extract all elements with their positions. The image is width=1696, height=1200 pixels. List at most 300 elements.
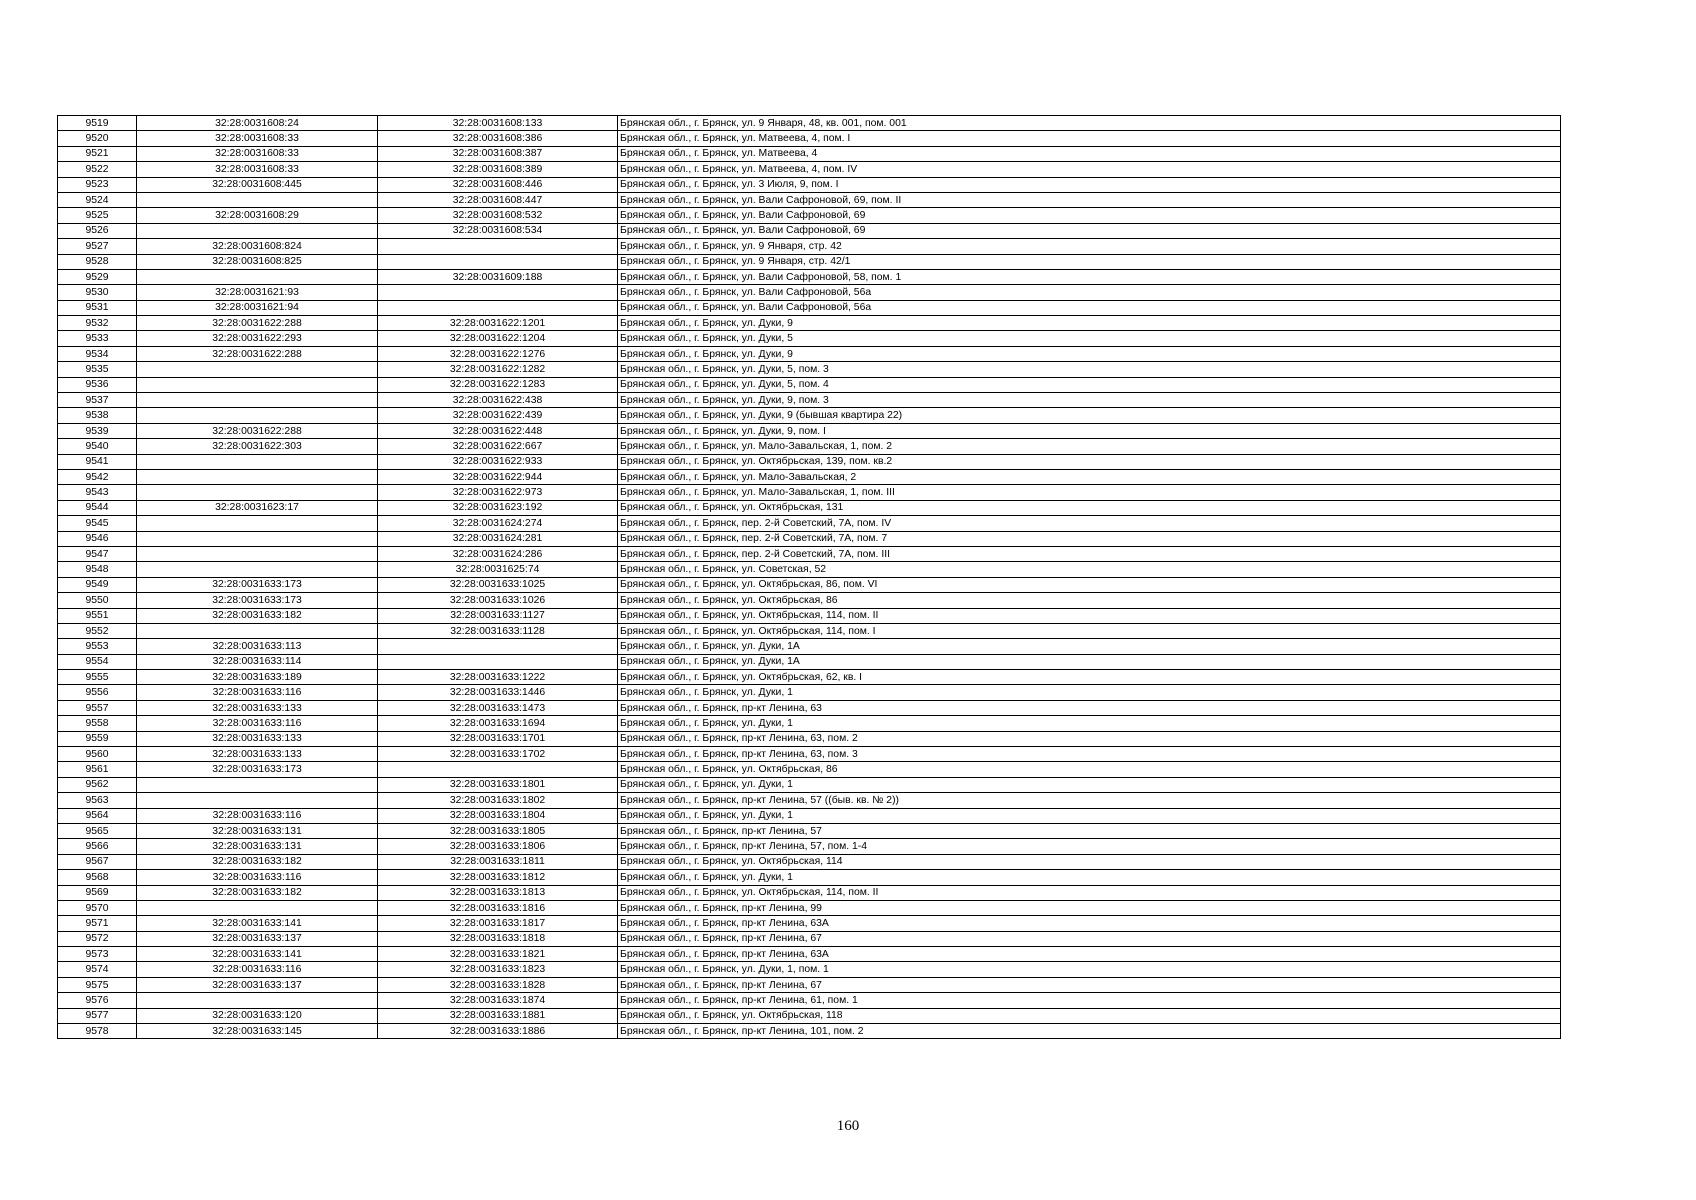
address-cell: Брянская обл., г. Брянск, ул. Октябрьская, 86 (618, 762, 1561, 777)
table-row (58, 131, 1561, 146)
parcel-cadastral-number-cell: 32:28:0031608:824 (137, 239, 378, 254)
address-cell: Брянская обл., г. Брянск, ул. Дуки, 1, пом. 1 (618, 962, 1561, 977)
table-row (58, 331, 1561, 346)
parcel-cadastral-number-cell: 32:28:0031622:293 (137, 331, 378, 346)
row-number-cell: 9556 (58, 685, 137, 700)
parcel-cadastral-number-cell (137, 393, 378, 408)
table-row (58, 593, 1561, 608)
address-cell: Брянская обл., г. Брянск, пр-кт Ленина, 67 (618, 931, 1561, 946)
object-cadastral-number-cell: 32:28:0031633:1694 (378, 716, 618, 731)
parcel-cadastral-number-cell: 32:28:0031633:120 (137, 1008, 378, 1023)
table-row (58, 608, 1561, 623)
row-number-cell: 9545 (58, 516, 137, 531)
table-row (58, 777, 1561, 792)
registry-table-body (58, 116, 1561, 1039)
parcel-cadastral-number-cell: 32:28:0031633:182 (137, 608, 378, 623)
parcel-cadastral-number-cell: 32:28:0031633:116 (137, 808, 378, 823)
address-cell: Брянская обл., г. Брянск, ул. Советская, 52 (618, 562, 1561, 577)
parcel-cadastral-number-cell: 32:28:0031621:94 (137, 300, 378, 315)
table-row (58, 793, 1561, 808)
row-number-cell: 9540 (58, 439, 137, 454)
table-row (58, 900, 1561, 915)
row-number-cell: 9520 (58, 131, 137, 146)
object-cadastral-number-cell: 32:28:0031633:1817 (378, 916, 618, 931)
table-row (58, 947, 1561, 962)
parcel-cadastral-number-cell: 32:28:0031622:288 (137, 423, 378, 438)
parcel-cadastral-number-cell: 32:28:0031622:288 (137, 346, 378, 361)
parcel-cadastral-number-cell (137, 192, 378, 207)
object-cadastral-number-cell: 32:28:0031624:274 (378, 516, 618, 531)
address-cell: Брянская обл., г. Брянск, ул. Матвеева, 4, пом. I (618, 131, 1561, 146)
address-cell: Брянская обл., г. Брянск, ул. Дуки, 5, пом. 3 (618, 362, 1561, 377)
object-cadastral-number-cell: 32:28:0031633:1222 (378, 670, 618, 685)
row-number-cell: 9552 (58, 623, 137, 638)
row-number-cell: 9564 (58, 808, 137, 823)
parcel-cadastral-number-cell: 32:28:0031633:173 (137, 577, 378, 592)
table-row (58, 469, 1561, 484)
address-cell: Брянская обл., г. Брянск, ул. Мало-Завальская, 1, пом. 2 (618, 439, 1561, 454)
object-cadastral-number-cell: 32:28:0031622:1201 (378, 316, 618, 331)
object-cadastral-number-cell: 32:28:0031633:1828 (378, 977, 618, 992)
table-row (58, 993, 1561, 1008)
table-row (58, 192, 1561, 207)
parcel-cadastral-number-cell: 32:28:0031633:182 (137, 885, 378, 900)
row-number-cell: 9557 (58, 700, 137, 715)
row-number-cell: 9576 (58, 993, 137, 1008)
row-number-cell: 9553 (58, 639, 137, 654)
row-number-cell: 9574 (58, 962, 137, 977)
address-cell: Брянская обл., г. Брянск, пр-кт Ленина, 57 ((быв. кв. № 2)) (618, 793, 1561, 808)
address-cell: Брянская обл., г. Брянск, ул. Вали Сафроновой, 69 (618, 223, 1561, 238)
table-row (58, 239, 1561, 254)
row-number-cell: 9541 (58, 454, 137, 469)
address-cell: Брянская обл., г. Брянск, ул. Матвеева, 4 (618, 146, 1561, 161)
table-row (58, 439, 1561, 454)
row-number-cell: 9575 (58, 977, 137, 992)
row-number-cell: 9521 (58, 146, 137, 161)
parcel-cadastral-number-cell: 32:28:0031633:116 (137, 716, 378, 731)
row-number-cell: 9533 (58, 331, 137, 346)
row-number-cell: 9536 (58, 377, 137, 392)
table-row (58, 977, 1561, 992)
registry-table (57, 115, 1561, 1039)
object-cadastral-number-cell (378, 254, 618, 269)
row-number-cell: 9519 (58, 116, 137, 131)
row-number-cell: 9565 (58, 823, 137, 838)
parcel-cadastral-number-cell: 32:28:0031633:131 (137, 823, 378, 838)
parcel-cadastral-number-cell (137, 469, 378, 484)
object-cadastral-number-cell: 32:28:0031623:192 (378, 500, 618, 515)
table-row (58, 285, 1561, 300)
parcel-cadastral-number-cell: 32:28:0031633:116 (137, 962, 378, 977)
parcel-cadastral-number-cell (137, 993, 378, 1008)
object-cadastral-number-cell: 32:28:0031622:1282 (378, 362, 618, 377)
address-cell: Брянская обл., г. Брянск, ул. Вали Сафроновой, 56а (618, 300, 1561, 315)
parcel-cadastral-number-cell: 32:28:0031633:145 (137, 1024, 378, 1039)
object-cadastral-number-cell: 32:28:0031633:1818 (378, 931, 618, 946)
object-cadastral-number-cell: 32:28:0031633:1811 (378, 854, 618, 869)
object-cadastral-number-cell: 32:28:0031633:1806 (378, 839, 618, 854)
object-cadastral-number-cell: 32:28:0031624:286 (378, 546, 618, 561)
address-cell: Брянская обл., г. Брянск, ул. Мало-Завальская, 2 (618, 469, 1561, 484)
row-number-cell: 9562 (58, 777, 137, 792)
row-number-cell: 9530 (58, 285, 137, 300)
row-number-cell: 9578 (58, 1024, 137, 1039)
parcel-cadastral-number-cell: 32:28:0031608:825 (137, 254, 378, 269)
table-row (58, 747, 1561, 762)
parcel-cadastral-number-cell: 32:28:0031622:303 (137, 439, 378, 454)
table-row (58, 177, 1561, 192)
row-number-cell: 9534 (58, 346, 137, 361)
row-number-cell: 9573 (58, 947, 137, 962)
address-cell: Брянская обл., г. Брянск, ул. Дуки, 1 (618, 808, 1561, 823)
address-cell: Брянская обл., г. Брянск, ул. Октябрьская, 118 (618, 1008, 1561, 1023)
parcel-cadastral-number-cell (137, 562, 378, 577)
parcel-cadastral-number-cell (137, 454, 378, 469)
object-cadastral-number-cell: 32:28:0031633:1805 (378, 823, 618, 838)
parcel-cadastral-number-cell: 32:28:0031633:133 (137, 731, 378, 746)
table-row (58, 1024, 1561, 1039)
object-cadastral-number-cell (378, 239, 618, 254)
table-row (58, 346, 1561, 361)
row-number-cell: 9543 (58, 485, 137, 500)
object-cadastral-number-cell: 32:28:0031633:1881 (378, 1008, 618, 1023)
table-row (58, 716, 1561, 731)
object-cadastral-number-cell: 32:28:0031633:1802 (378, 793, 618, 808)
address-cell: Брянская обл., г. Брянск, пр-кт Ленина, 57 (618, 823, 1561, 838)
parcel-cadastral-number-cell: 32:28:0031633:137 (137, 977, 378, 992)
row-number-cell: 9528 (58, 254, 137, 269)
object-cadastral-number-cell: 32:28:0031633:1804 (378, 808, 618, 823)
parcel-cadastral-number-cell: 32:28:0031633:173 (137, 593, 378, 608)
object-cadastral-number-cell: 32:28:0031608:446 (378, 177, 618, 192)
parcel-cadastral-number-cell (137, 793, 378, 808)
row-number-cell: 9568 (58, 870, 137, 885)
table-row (58, 316, 1561, 331)
address-cell: Брянская обл., г. Брянск, ул. Дуки, 1 (618, 777, 1561, 792)
row-number-cell: 9559 (58, 731, 137, 746)
row-number-cell: 9526 (58, 223, 137, 238)
table-row (58, 685, 1561, 700)
parcel-cadastral-number-cell: 32:28:0031633:141 (137, 947, 378, 962)
row-number-cell: 9561 (58, 762, 137, 777)
row-number-cell: 9563 (58, 793, 137, 808)
table-row (58, 485, 1561, 500)
parcel-cadastral-number-cell: 32:28:0031633:182 (137, 854, 378, 869)
parcel-cadastral-number-cell (137, 485, 378, 500)
object-cadastral-number-cell: 32:28:0031633:1874 (378, 993, 618, 1008)
object-cadastral-number-cell: 32:28:0031624:281 (378, 531, 618, 546)
table-row (58, 408, 1561, 423)
table-row (58, 116, 1561, 131)
table-row (58, 562, 1561, 577)
parcel-cadastral-number-cell (137, 531, 378, 546)
table-row (58, 762, 1561, 777)
address-cell: Брянская обл., г. Брянск, ул. Дуки, 1 (618, 716, 1561, 731)
address-cell: Брянская обл., г. Брянск, ул. Вали Сафроновой, 58, пом. 1 (618, 269, 1561, 284)
row-number-cell: 9525 (58, 208, 137, 223)
address-cell: Брянская обл., г. Брянск, пр-кт Ленина, 67 (618, 977, 1561, 992)
object-cadastral-number-cell: 32:28:0031633:1801 (378, 777, 618, 792)
table-row (58, 577, 1561, 592)
address-cell: Брянская обл., г. Брянск, пр-кт Ленина, 61, пом. 1 (618, 993, 1561, 1008)
object-cadastral-number-cell: 32:28:0031622:667 (378, 439, 618, 454)
address-cell: Брянская обл., г. Брянск, ул. Дуки, 1 (618, 685, 1561, 700)
parcel-cadastral-number-cell: 32:28:0031622:288 (137, 316, 378, 331)
address-cell: Брянская обл., г. Брянск, ул. Мало-Завальская, 1, пом. III (618, 485, 1561, 500)
object-cadastral-number-cell: 32:28:0031622:1283 (378, 377, 618, 392)
object-cadastral-number-cell: 32:28:0031608:532 (378, 208, 618, 223)
table-row (58, 516, 1561, 531)
address-cell: Брянская обл., г. Брянск, ул. Октябрьская, 114, пом. II (618, 885, 1561, 900)
object-cadastral-number-cell: 32:28:0031622:933 (378, 454, 618, 469)
address-cell: Брянская обл., г. Брянск, ул. Октябрьская, 114, пом. I (618, 623, 1561, 638)
table-row (58, 916, 1561, 931)
parcel-cadastral-number-cell (137, 900, 378, 915)
object-cadastral-number-cell: 32:28:0031608:387 (378, 146, 618, 161)
table-row (58, 654, 1561, 669)
parcel-cadastral-number-cell: 32:28:0031633:173 (137, 762, 378, 777)
parcel-cadastral-number-cell (137, 362, 378, 377)
object-cadastral-number-cell: 32:28:0031633:1823 (378, 962, 618, 977)
row-number-cell: 9567 (58, 854, 137, 869)
row-number-cell: 9572 (58, 931, 137, 946)
object-cadastral-number-cell: 32:28:0031622:973 (378, 485, 618, 500)
table-row (58, 639, 1561, 654)
address-cell: Брянская обл., г. Брянск, ул. Дуки, 1 (618, 870, 1561, 885)
address-cell: Брянская обл., г. Брянск, ул. Октябрьская, 131 (618, 500, 1561, 515)
table-row (58, 531, 1561, 546)
parcel-cadastral-number-cell: 32:28:0031608:445 (137, 177, 378, 192)
object-cadastral-number-cell: 32:28:0031622:439 (378, 408, 618, 423)
table-row (58, 208, 1561, 223)
object-cadastral-number-cell: 32:28:0031633:1702 (378, 747, 618, 762)
row-number-cell: 9547 (58, 546, 137, 561)
object-cadastral-number-cell: 32:28:0031633:1128 (378, 623, 618, 638)
table-row (58, 362, 1561, 377)
row-number-cell: 9558 (58, 716, 137, 731)
address-cell: Брянская обл., г. Брянск, пр-кт Ленина, 63А (618, 947, 1561, 962)
address-cell: Брянская обл., г. Брянск, пр-кт Ленина, 57, пом. 1-4 (618, 839, 1561, 854)
object-cadastral-number-cell: 32:28:0031608:389 (378, 162, 618, 177)
address-cell: Брянская обл., г. Брянск, ул. Дуки, 9, пом. 3 (618, 393, 1561, 408)
address-cell: Брянская обл., г. Брянск, пр-кт Ленина, 101, пом. 2 (618, 1024, 1561, 1039)
row-number-cell: 9531 (58, 300, 137, 315)
address-cell: Брянская обл., г. Брянск, ул. Дуки, 5, пом. 4 (618, 377, 1561, 392)
parcel-cadastral-number-cell: 32:28:0031633:133 (137, 747, 378, 762)
object-cadastral-number-cell: 32:28:0031622:944 (378, 469, 618, 484)
table-row (58, 731, 1561, 746)
row-number-cell: 9570 (58, 900, 137, 915)
table-row (58, 885, 1561, 900)
address-cell: Брянская обл., г. Брянск, ул. 9 Января, стр. 42 (618, 239, 1561, 254)
row-number-cell: 9523 (58, 177, 137, 192)
row-number-cell: 9532 (58, 316, 137, 331)
parcel-cadastral-number-cell: 32:28:0031633:116 (137, 870, 378, 885)
row-number-cell: 9546 (58, 531, 137, 546)
table-row (58, 870, 1561, 885)
table-row (58, 808, 1561, 823)
object-cadastral-number-cell (378, 762, 618, 777)
address-cell: Брянская обл., г. Брянск, пр-кт Ленина, 63, пом. 3 (618, 747, 1561, 762)
address-cell: Брянская обл., г. Брянск, пер. 2-й Советский, 7А, пом. III (618, 546, 1561, 561)
row-number-cell: 9524 (58, 192, 137, 207)
address-cell: Брянская обл., г. Брянск, ул. Октябрьская, 114, пом. II (618, 608, 1561, 623)
object-cadastral-number-cell: 32:28:0031633:1473 (378, 700, 618, 715)
table-row (58, 854, 1561, 869)
row-number-cell: 9560 (58, 747, 137, 762)
address-cell: Брянская обл., г. Брянск, ул. Октябрьская, 114 (618, 854, 1561, 869)
table-row (58, 162, 1561, 177)
address-cell: Брянская обл., г. Брянск, пр-кт Ленина, 63, пом. 2 (618, 731, 1561, 746)
address-cell: Брянская обл., г. Брянск, ул. 9 Января, 48, кв. 001, пом. 001 (618, 116, 1561, 131)
table-row (58, 377, 1561, 392)
address-cell: Брянская обл., г. Брянск, пр-кт Ленина, 99 (618, 900, 1561, 915)
table-row (58, 423, 1561, 438)
parcel-cadastral-number-cell: 32:28:0031621:93 (137, 285, 378, 300)
address-cell: Брянская обл., г. Брянск, ул. Дуки, 9, пом. I (618, 423, 1561, 438)
table-row (58, 500, 1561, 515)
page-number: 160 (836, 1118, 860, 1134)
table-row (58, 300, 1561, 315)
table-row (58, 393, 1561, 408)
address-cell: Брянская обл., г. Брянск, пер. 2-й Советский, 7А, пом. 7 (618, 531, 1561, 546)
address-cell: Брянская обл., г. Брянск, ул. Октябрьская, 86, пом. VI (618, 577, 1561, 592)
parcel-cadastral-number-cell (137, 223, 378, 238)
object-cadastral-number-cell: 32:28:0031633:1813 (378, 885, 618, 900)
object-cadastral-number-cell: 32:28:0031608:386 (378, 131, 618, 146)
parcel-cadastral-number-cell (137, 546, 378, 561)
object-cadastral-number-cell: 32:28:0031633:1127 (378, 608, 618, 623)
address-cell: Брянская обл., г. Брянск, ул. Дуки, 9 (618, 316, 1561, 331)
object-cadastral-number-cell: 32:28:0031633:1446 (378, 685, 618, 700)
row-number-cell: 9577 (58, 1008, 137, 1023)
table-row (58, 454, 1561, 469)
parcel-cadastral-number-cell: 32:28:0031608:29 (137, 208, 378, 223)
table-row (58, 146, 1561, 161)
parcel-cadastral-number-cell: 32:28:0031633:114 (137, 654, 378, 669)
address-cell: Брянская обл., г. Брянск, ул. Матвеева, 4, пом. IV (618, 162, 1561, 177)
object-cadastral-number-cell: 32:28:0031622:1276 (378, 346, 618, 361)
parcel-cadastral-number-cell: 32:28:0031633:189 (137, 670, 378, 685)
object-cadastral-number-cell: 32:28:0031633:1701 (378, 731, 618, 746)
row-number-cell: 9571 (58, 916, 137, 931)
object-cadastral-number-cell (378, 300, 618, 315)
table-row (58, 670, 1561, 685)
address-cell: Брянская обл., г. Брянск, ул. Дуки, 5 (618, 331, 1561, 346)
table-row (58, 931, 1561, 946)
parcel-cadastral-number-cell: 32:28:0031633:133 (137, 700, 378, 715)
row-number-cell: 9542 (58, 469, 137, 484)
address-cell: Брянская обл., г. Брянск, пр-кт Ленина, 63 (618, 700, 1561, 715)
address-cell: Брянская обл., г. Брянск, ул. Вали Сафроновой, 69, пом. II (618, 192, 1561, 207)
table-row (58, 223, 1561, 238)
object-cadastral-number-cell: 32:28:0031622:1204 (378, 331, 618, 346)
object-cadastral-number-cell (378, 654, 618, 669)
parcel-cadastral-number-cell: 32:28:0031633:116 (137, 685, 378, 700)
address-cell: Брянская обл., г. Брянск, ул. Дуки, 9 (618, 346, 1561, 361)
parcel-cadastral-number-cell: 32:28:0031633:141 (137, 916, 378, 931)
parcel-cadastral-number-cell: 32:28:0031623:17 (137, 500, 378, 515)
object-cadastral-number-cell: 32:28:0031633:1026 (378, 593, 618, 608)
parcel-cadastral-number-cell (137, 377, 378, 392)
row-number-cell: 9539 (58, 423, 137, 438)
address-cell: Брянская обл., г. Брянск, ул. Октябрьская, 139, пом. кв.2 (618, 454, 1561, 469)
row-number-cell: 9569 (58, 885, 137, 900)
row-number-cell: 9529 (58, 269, 137, 284)
object-cadastral-number-cell: 32:28:0031633:1886 (378, 1024, 618, 1039)
row-number-cell: 9537 (58, 393, 137, 408)
address-cell: Брянская обл., г. Брянск, ул. Октябрьская, 86 (618, 593, 1561, 608)
row-number-cell: 9551 (58, 608, 137, 623)
table-row (58, 546, 1561, 561)
row-number-cell: 9566 (58, 839, 137, 854)
row-number-cell: 9538 (58, 408, 137, 423)
object-cadastral-number-cell: 32:28:0031633:1821 (378, 947, 618, 962)
parcel-cadastral-number-cell: 32:28:0031633:137 (137, 931, 378, 946)
table-row (58, 623, 1561, 638)
row-number-cell: 9522 (58, 162, 137, 177)
object-cadastral-number-cell: 32:28:0031609:188 (378, 269, 618, 284)
parcel-cadastral-number-cell: 32:28:0031608:33 (137, 146, 378, 161)
parcel-cadastral-number-cell (137, 408, 378, 423)
address-cell: Брянская обл., г. Брянск, ул. 9 Января, стр. 42/1 (618, 254, 1561, 269)
object-cadastral-number-cell: 32:28:0031608:133 (378, 116, 618, 131)
address-cell: Брянская обл., г. Брянск, ул. Дуки, 1А (618, 639, 1561, 654)
object-cadastral-number-cell: 32:28:0031622:448 (378, 423, 618, 438)
object-cadastral-number-cell (378, 639, 618, 654)
object-cadastral-number-cell: 32:28:0031633:1812 (378, 870, 618, 885)
address-cell: Брянская обл., г. Брянск, ул. Дуки, 1А (618, 654, 1561, 669)
table-row (58, 700, 1561, 715)
parcel-cadastral-number-cell: 32:28:0031633:131 (137, 839, 378, 854)
parcel-cadastral-number-cell (137, 516, 378, 531)
address-cell: Брянская обл., г. Брянск, ул. Вали Сафроновой, 69 (618, 208, 1561, 223)
row-number-cell: 9550 (58, 593, 137, 608)
table-row (58, 269, 1561, 284)
table-row (58, 839, 1561, 854)
object-cadastral-number-cell: 32:28:0031625:74 (378, 562, 618, 577)
object-cadastral-number-cell: 32:28:0031633:1816 (378, 900, 618, 915)
row-number-cell: 9535 (58, 362, 137, 377)
address-cell: Брянская обл., г. Брянск, ул. Октябрьская, 62, кв. I (618, 670, 1561, 685)
parcel-cadastral-number-cell: 32:28:0031608:33 (137, 162, 378, 177)
table-row (58, 254, 1561, 269)
parcel-cadastral-number-cell: 32:28:0031633:113 (137, 639, 378, 654)
parcel-cadastral-number-cell (137, 777, 378, 792)
parcel-cadastral-number-cell: 32:28:0031608:24 (137, 116, 378, 131)
address-cell: Брянская обл., г. Брянск, ул. 3 Июля, 9, пом. I (618, 177, 1561, 192)
object-cadastral-number-cell: 32:28:0031608:534 (378, 223, 618, 238)
table-row (58, 962, 1561, 977)
row-number-cell: 9554 (58, 654, 137, 669)
row-number-cell: 9548 (58, 562, 137, 577)
row-number-cell: 9549 (58, 577, 137, 592)
row-number-cell: 9544 (58, 500, 137, 515)
parcel-cadastral-number-cell (137, 623, 378, 638)
object-cadastral-number-cell: 32:28:0031622:438 (378, 393, 618, 408)
address-cell: Брянская обл., г. Брянск, ул. Дуки, 9 (бывшая квартира 22) (618, 408, 1561, 423)
address-cell: Брянская обл., г. Брянск, пр-кт Ленина, 63А (618, 916, 1561, 931)
row-number-cell: 9527 (58, 239, 137, 254)
address-cell: Брянская обл., г. Брянск, пер. 2-й Советский, 7А, пом. IV (618, 516, 1561, 531)
row-number-cell: 9555 (58, 670, 137, 685)
table-row (58, 823, 1561, 838)
parcel-cadastral-number-cell: 32:28:0031608:33 (137, 131, 378, 146)
object-cadastral-number-cell: 32:28:0031633:1025 (378, 577, 618, 592)
address-cell: Брянская обл., г. Брянск, ул. Вали Сафроновой, 56а (618, 285, 1561, 300)
parcel-cadastral-number-cell (137, 269, 378, 284)
